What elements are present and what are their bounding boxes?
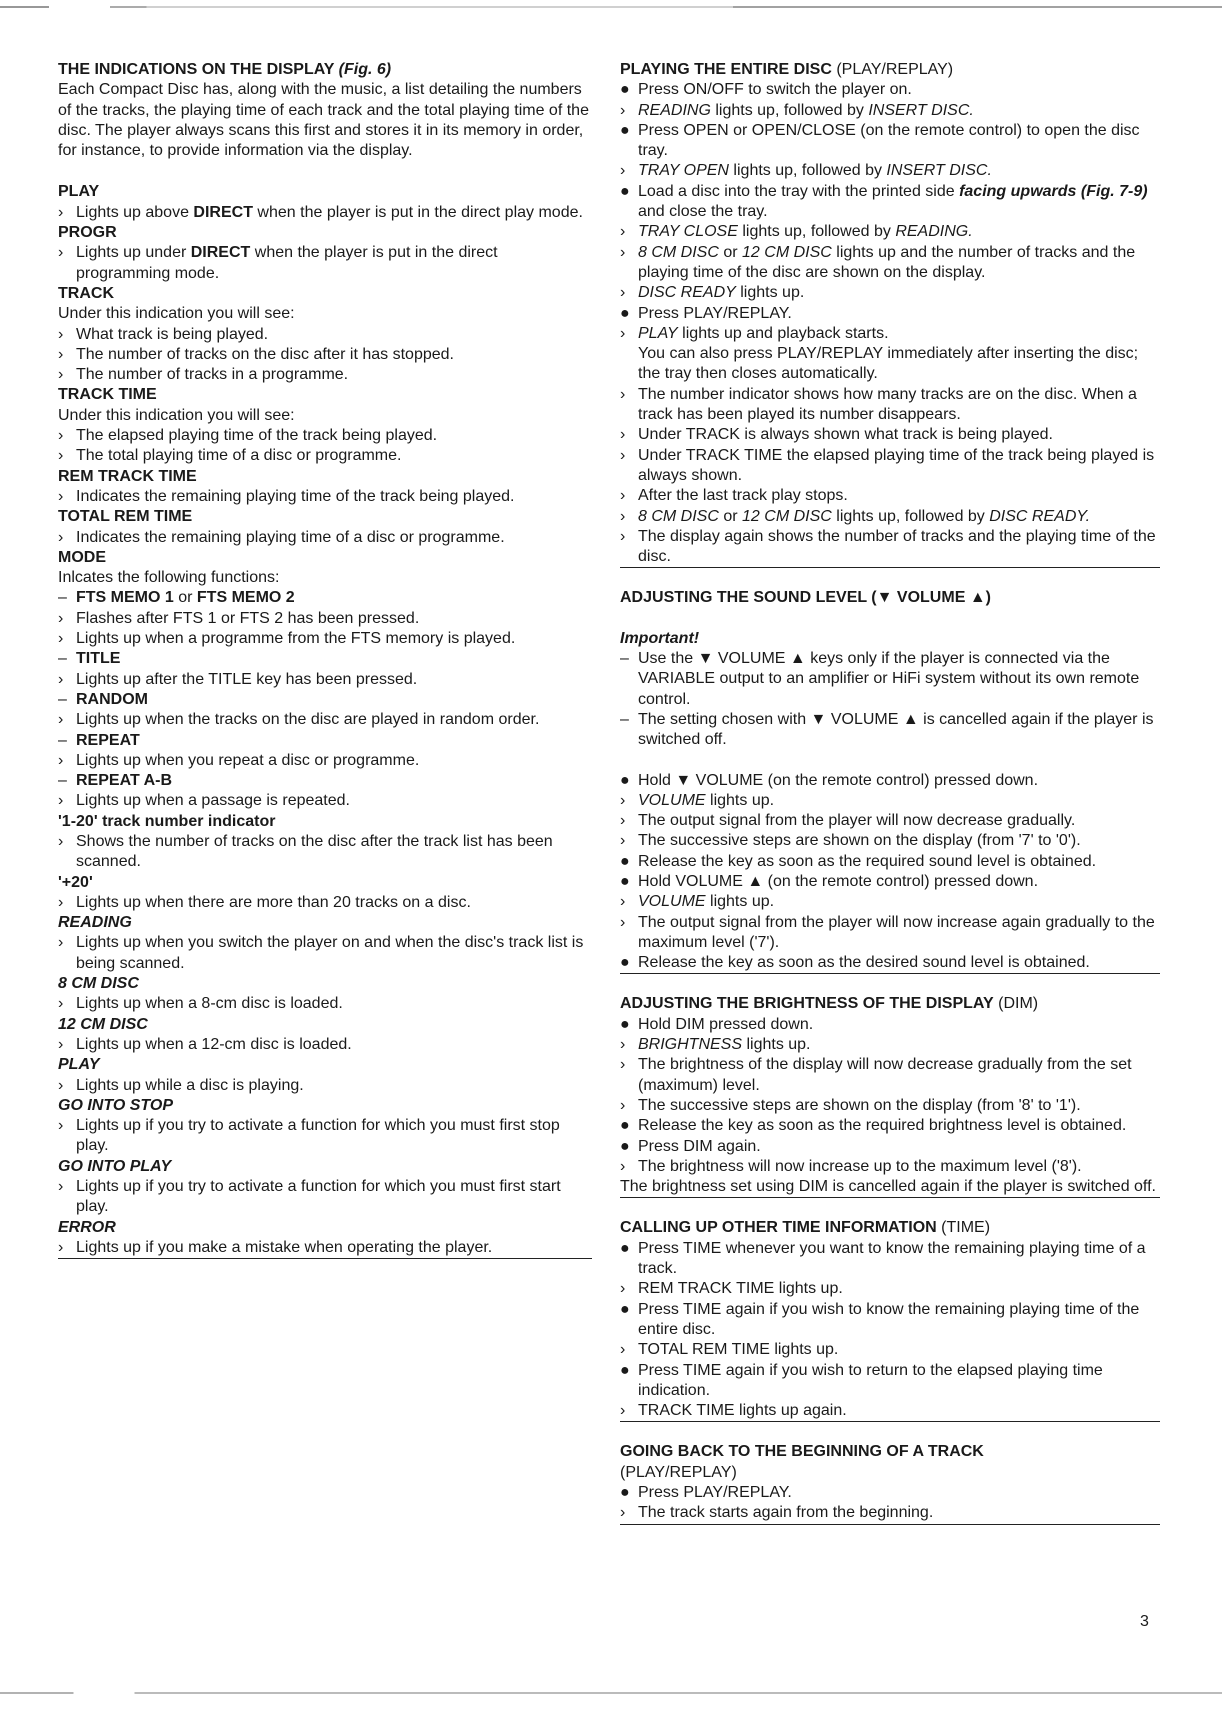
right-column xyxy=(620,60,1160,1525)
arrow-icon: › xyxy=(58,934,64,952)
track-number-indicator-label: '1-20' track number indicator xyxy=(58,812,276,830)
mode-repeat-ab-label: – REPEAT A-B xyxy=(58,771,592,791)
arrow-icon: › xyxy=(620,1341,626,1359)
dim-step-3: › The brightness of the display will now decrease gradually from the set (maximum) level. xyxy=(620,1056,1132,1094)
mode-fts-desc-1: › Flashes after FTS 1 or FTS 2 has been pressed. xyxy=(58,609,592,629)
scan-edge-top xyxy=(0,6,1222,8)
arrow-icon: › xyxy=(620,1504,626,1522)
time-step-4: › TOTAL REM TIME lights up. xyxy=(620,1340,1160,1360)
go-into-stop-label: GO INTO STOP xyxy=(58,1096,173,1114)
arrow-icon: › xyxy=(58,630,64,648)
play-indicator-desc: › Lights up while a disc is playing. xyxy=(58,1076,592,1096)
reading-desc: › Lights up when you switch the player on and when the disc's track list is being scanned. xyxy=(58,934,584,972)
arrow-icon: › xyxy=(58,325,64,343)
entire-step-1: ● Press ON/OFF to switch the player on. xyxy=(620,80,1160,100)
entire-step-2: › READING lights up, followed by INSERT DISC. xyxy=(620,101,1160,121)
arrow-icon: › xyxy=(58,528,64,546)
total-rem-time-desc: › Indicates the remaining playing time of a disc or programme. xyxy=(58,528,592,548)
volume-down-icon: ▼ xyxy=(675,771,692,789)
arrow-icon: › xyxy=(620,1056,626,1074)
entire-step-6: › TRAY CLOSE lights up, followed by READING. xyxy=(620,222,1160,242)
scan-edge-bottom xyxy=(0,1692,1222,1694)
bullet-icon: ● xyxy=(620,852,630,870)
arrow-icon: › xyxy=(58,609,64,627)
sound-step-2: › VOLUME lights up. xyxy=(620,791,1160,811)
volume-up-icon: ▲ xyxy=(789,650,806,668)
arrow-icon: › xyxy=(58,203,64,221)
dash-icon: – xyxy=(620,710,629,728)
dim-step-5: ● Release the key as soon as the required brightness level is obtained. xyxy=(620,1116,1160,1136)
bullet-icon: ● xyxy=(620,954,630,972)
arrow-icon: › xyxy=(620,1402,626,1420)
display-heading-text: THE INDICATIONS ON THE DISPLAY xyxy=(58,61,335,78)
track-time-label: TRACK TIME xyxy=(58,386,157,404)
play-indicator-label: PLAY xyxy=(58,1056,100,1074)
dim-heading: ADJUSTING THE BRIGHTNESS OF THE DISPLAY (DIM) xyxy=(620,995,1039,1013)
display-heading xyxy=(58,60,592,80)
mode-repeat-ab-desc: › Lights up when a passage is repeated. xyxy=(58,791,592,811)
time-step-2: › REM TRACK TIME lights up. xyxy=(620,1279,1160,1299)
go-into-play-label: GO INTO PLAY xyxy=(58,1157,172,1175)
arrow-icon: › xyxy=(620,812,626,830)
dash-icon: – xyxy=(58,589,67,607)
arrow-icon: › xyxy=(620,893,626,911)
time-step-5: ● Press TIME again if you wish to return to the elapsed playing time indication. xyxy=(620,1361,1103,1399)
arrow-icon: › xyxy=(58,1238,64,1256)
arrow-icon: › xyxy=(58,893,64,911)
arrow-icon: › xyxy=(620,832,626,850)
track-desc-2: › The number of tracks on the disc after it has stopped. xyxy=(58,345,592,365)
important-note-1: – Use the ▼ VOLUME ▲ keys only if the player is connected via the VARIABLE output to an amplifier or HiFi system without its own remote control. xyxy=(620,650,1140,708)
dim-step-2: › BRIGHTNESS lights up. xyxy=(620,1035,1160,1055)
arrow-icon: › xyxy=(58,1035,64,1053)
play-label: PLAY xyxy=(58,183,100,201)
back-heading-paren: (PLAY/REPLAY) xyxy=(620,1463,737,1481)
bullet-icon: ● xyxy=(620,1239,630,1257)
cm12-label: 12 CM DISC xyxy=(58,1015,148,1033)
mode-fts-label: – FTS MEMO 1 or FTS MEMO 2 xyxy=(58,588,592,608)
volume-down-icon: ▼ xyxy=(810,710,827,728)
bullet-icon: ● xyxy=(620,81,630,99)
arrow-icon: › xyxy=(58,345,64,363)
arrow-icon: › xyxy=(620,791,626,809)
entire-step-4: › TRAY OPEN lights up, followed by INSERT DISC. xyxy=(620,161,1160,181)
cm8-desc: › Lights up when a 8-cm disc is loaded. xyxy=(58,994,592,1014)
arrow-icon: › xyxy=(58,244,64,262)
error-desc: › Lights up if you make a mistake when operating the player. xyxy=(58,1238,592,1259)
arrow-icon: › xyxy=(620,243,626,261)
mode-title-desc: › Lights up after the TITLE key has been pressed. xyxy=(58,670,592,690)
track-intro: Under this indication you will see: xyxy=(58,305,295,323)
mode-random-desc: › Lights up when the tracks on the disc are played in random order. xyxy=(58,710,592,730)
dash-icon: – xyxy=(620,650,629,668)
dim-step-7: › The brightness will now increase up to the maximum level ('8'). xyxy=(620,1157,1160,1177)
arrow-icon: › xyxy=(58,792,64,810)
volume-up-icon: ▲ xyxy=(969,589,986,607)
plus20-desc: › Lights up when there are more than 20 tracks on a disc. xyxy=(58,893,592,913)
dash-icon: – xyxy=(58,650,67,668)
rem-track-time-label: REM TRACK TIME xyxy=(58,467,197,485)
entire-step-8: › DISC READY lights up. xyxy=(620,283,1160,303)
arrow-icon: › xyxy=(58,1178,64,1196)
mode-intro: Inlcates the following functions: xyxy=(58,569,280,587)
arrow-icon: › xyxy=(620,507,626,525)
mode-repeat-label: – REPEAT xyxy=(58,731,592,751)
track-number-indicator-desc: › Shows the number of tracks on the disc after the track list has been scanned. xyxy=(58,832,553,871)
cm8-label: 8 CM DISC xyxy=(58,975,139,993)
arrow-icon: › xyxy=(620,1280,626,1298)
display-fig-ref: (Fig. 6) xyxy=(338,61,392,78)
time-heading: CALLING UP OTHER TIME INFORMATION (TIME) xyxy=(620,1219,991,1237)
left-column xyxy=(58,60,592,1259)
arrow-icon: › xyxy=(620,101,626,119)
progr-label: PROGR xyxy=(58,224,117,242)
sound-step-9: ● Release the key as soon as the desired sound level is obtained. xyxy=(620,953,1160,974)
entire-step-9: ● Press PLAY/REPLAY. xyxy=(620,304,1160,324)
arrow-icon: › xyxy=(58,366,64,384)
volume-down-icon: ▼ xyxy=(876,589,893,607)
arrow-icon: › xyxy=(58,995,64,1013)
time-step-1: ● Press TIME whenever you want to know the remaining playing time of a track. xyxy=(620,1239,1146,1278)
bullet-icon: ● xyxy=(620,872,630,890)
sound-step-7: › VOLUME lights up. xyxy=(620,892,1160,912)
arrow-icon: › xyxy=(620,1157,626,1175)
bullet-icon: ● xyxy=(620,1015,630,1033)
arrow-icon: › xyxy=(620,1036,626,1054)
back-step-1: ● Press PLAY/REPLAY. xyxy=(620,1483,1160,1503)
arrow-icon: › xyxy=(620,223,626,241)
go-into-play-desc: › Lights up if you try to activate a function for which you must first start play. xyxy=(58,1178,561,1216)
arrow-icon: › xyxy=(620,162,626,180)
entire-step-12: › Under TRACK is always shown what track is being played. xyxy=(620,425,1160,445)
arrow-icon: › xyxy=(58,711,64,729)
mode-repeat-desc: › Lights up when you repeat a disc or programme. xyxy=(58,751,592,771)
entire-step-13: › Under TRACK TIME the elapsed playing time of the track being played is always shown. xyxy=(620,446,1155,484)
arrow-icon: › xyxy=(58,1117,64,1135)
track-desc-3: › The number of tracks in a programme. xyxy=(58,365,592,385)
important-label: Important! xyxy=(620,629,700,647)
track-time-intro: Under this indication you will see: xyxy=(58,406,295,424)
mode-title-label: – TITLE xyxy=(58,649,592,669)
play-desc: › Lights up above DIRECT when the player is put in the direct play mode. xyxy=(58,203,592,223)
mode-fts-desc-2: › Lights up when a programme from the FTS memory is played. xyxy=(58,629,592,649)
back-heading: GOING BACK TO THE BEGINNING OF A TRACK xyxy=(620,1443,984,1461)
entire-disc-heading: PLAYING THE ENTIRE DISC (PLAY/REPLAY) xyxy=(620,61,954,78)
arrow-icon: › xyxy=(620,527,626,545)
entire-step-5: ● Load a disc into the tray with the printed side facing upwards (Fig. 7-9) and close the tray. xyxy=(620,182,1148,221)
track-time-desc-2: › The total playing time of a disc or programme. xyxy=(58,446,592,466)
progr-desc: › Lights up under DIRECT when the player is put in the direct programming mode. xyxy=(58,244,498,282)
rem-track-time-desc: › Indicates the remaining playing time of the track being played. xyxy=(58,487,592,507)
arrow-icon: › xyxy=(620,913,626,931)
important-note-2: – The setting chosen with ▼ VOLUME ▲ is cancelled again if the player is switched off. xyxy=(620,710,1154,749)
mode-random-label: – RANDOM xyxy=(58,690,592,710)
bullet-icon: ● xyxy=(620,1300,630,1318)
sound-step-8: › The output signal from the player will now increase again gradually to the maximum level ('7'). xyxy=(620,913,1155,951)
time-step-6: › TRACK TIME lights up again. xyxy=(620,1401,1160,1422)
entire-step-15: › 8 CM DISC or 12 CM DISC lights up, followed by DISC READY. xyxy=(620,507,1160,527)
track-desc-1: › What track is being played. xyxy=(58,325,592,345)
bullet-icon: ● xyxy=(620,1484,630,1501)
entire-step-3: ● Press OPEN or OPEN/CLOSE (on the remote control) to open the disc tray. xyxy=(620,121,1140,160)
arrow-icon: › xyxy=(58,427,64,445)
arrow-icon: › xyxy=(620,487,626,505)
arrow-icon: › xyxy=(620,426,626,444)
entire-step-10: › PLAY lights up and playback starts. You can also press PLAY/REPLAY immediately after inserting the disc; the tray then closes automatically. xyxy=(620,324,1160,385)
sound-step-1: ● Hold ▼ VOLUME (on the remote control) pressed down. xyxy=(620,771,1160,791)
sound-step-6: ● Hold VOLUME ▲ (on the remote control) pressed down. xyxy=(620,872,1160,892)
reading-label: READING xyxy=(58,914,132,932)
total-rem-time-label: TOTAL REM TIME xyxy=(58,508,193,526)
arrow-icon: › xyxy=(58,751,64,769)
bullet-icon: ● xyxy=(620,1361,630,1379)
arrow-icon: › xyxy=(58,447,64,465)
bullet-icon: ● xyxy=(620,121,630,139)
arrow-icon: › xyxy=(58,670,64,688)
arrow-icon: › xyxy=(58,487,64,505)
entire-step-7: › 8 CM DISC or 12 CM DISC lights up and the number of tracks and the playing time of the disc are shown on the display. xyxy=(620,243,1136,281)
display-intro: Each Compact Disc has, along with the music, a list detailing the numbers of the tracks, the playing time of each track and the total playing time of the disc. The player always scans this first and stores it in its memory in order, for instance, to provide information via the display. xyxy=(58,81,589,160)
bullet-icon: ● xyxy=(620,771,630,789)
entire-step-16: › The display again shows the number of tracks and the playing time of the disc. xyxy=(620,527,1160,569)
arrow-icon: › xyxy=(620,385,626,403)
sound-step-5: ● Release the key as soon as the required sound level is obtained. xyxy=(620,852,1160,872)
page-number: 3 xyxy=(1140,1613,1149,1630)
error-label: ERROR xyxy=(58,1218,116,1236)
bullet-icon: ● xyxy=(620,1117,630,1135)
arrow-icon: › xyxy=(58,1076,64,1094)
entire-step-11: › The number indicator shows how many tracks are on the disc. When a track has been played its number disappears. xyxy=(620,385,1137,424)
volume-up-icon: ▲ xyxy=(902,710,919,728)
arrow-icon: › xyxy=(620,284,626,302)
cm12-desc: › Lights up when a 12-cm disc is loaded. xyxy=(58,1035,592,1055)
dim-note: The brightness set using DIM is cancelled again if the player is switched off. xyxy=(620,1177,1160,1198)
sound-step-4: › The successive steps are shown on the display (from '7' to '0'). xyxy=(620,831,1160,851)
dim-step-6: ● Press DIM again. xyxy=(620,1137,1160,1157)
time-step-3: ● Press TIME again if you wish to know the remaining playing time of the entire disc. xyxy=(620,1300,1140,1338)
entire-step-14: › After the last track play stops. xyxy=(620,486,1160,506)
bullet-icon: ● xyxy=(620,182,630,200)
arrow-icon: › xyxy=(620,446,626,464)
dash-icon: – xyxy=(58,731,67,749)
plus20-label: '+20' xyxy=(58,873,93,891)
volume-up-icon: ▲ xyxy=(747,872,764,890)
dash-icon: – xyxy=(58,690,67,708)
back-step-2: › The track starts again from the beginning. xyxy=(620,1503,1160,1524)
volume-down-icon: ▼ xyxy=(697,650,714,668)
go-into-stop-desc: › Lights up if you try to activate a function for which you must first stop play. xyxy=(58,1117,560,1155)
entire-step-10-note: You can also press PLAY/REPLAY immediately after inserting the disc; the tray then closes automatically. xyxy=(638,345,1139,383)
track-label: TRACK xyxy=(58,284,114,302)
arrow-icon: › xyxy=(58,832,64,850)
bullet-icon: ● xyxy=(620,304,630,322)
dim-step-4: › The successive steps are shown on the display (from '8' to '1'). xyxy=(620,1096,1160,1116)
arrow-icon: › xyxy=(620,1096,626,1114)
bullet-icon: ● xyxy=(620,1137,630,1155)
dash-icon: – xyxy=(58,772,67,790)
mode-label: MODE xyxy=(58,548,106,566)
sound-step-3: › The output signal from the player will now decrease gradually. xyxy=(620,811,1160,831)
dim-step-1: ● Hold DIM pressed down. xyxy=(620,1015,1160,1035)
sound-heading: ADJUSTING THE SOUND LEVEL (▼ VOLUME ▲) xyxy=(620,589,991,607)
arrow-icon: › xyxy=(620,324,626,342)
track-time-desc-1: › The elapsed playing time of the track being played. xyxy=(58,426,592,446)
